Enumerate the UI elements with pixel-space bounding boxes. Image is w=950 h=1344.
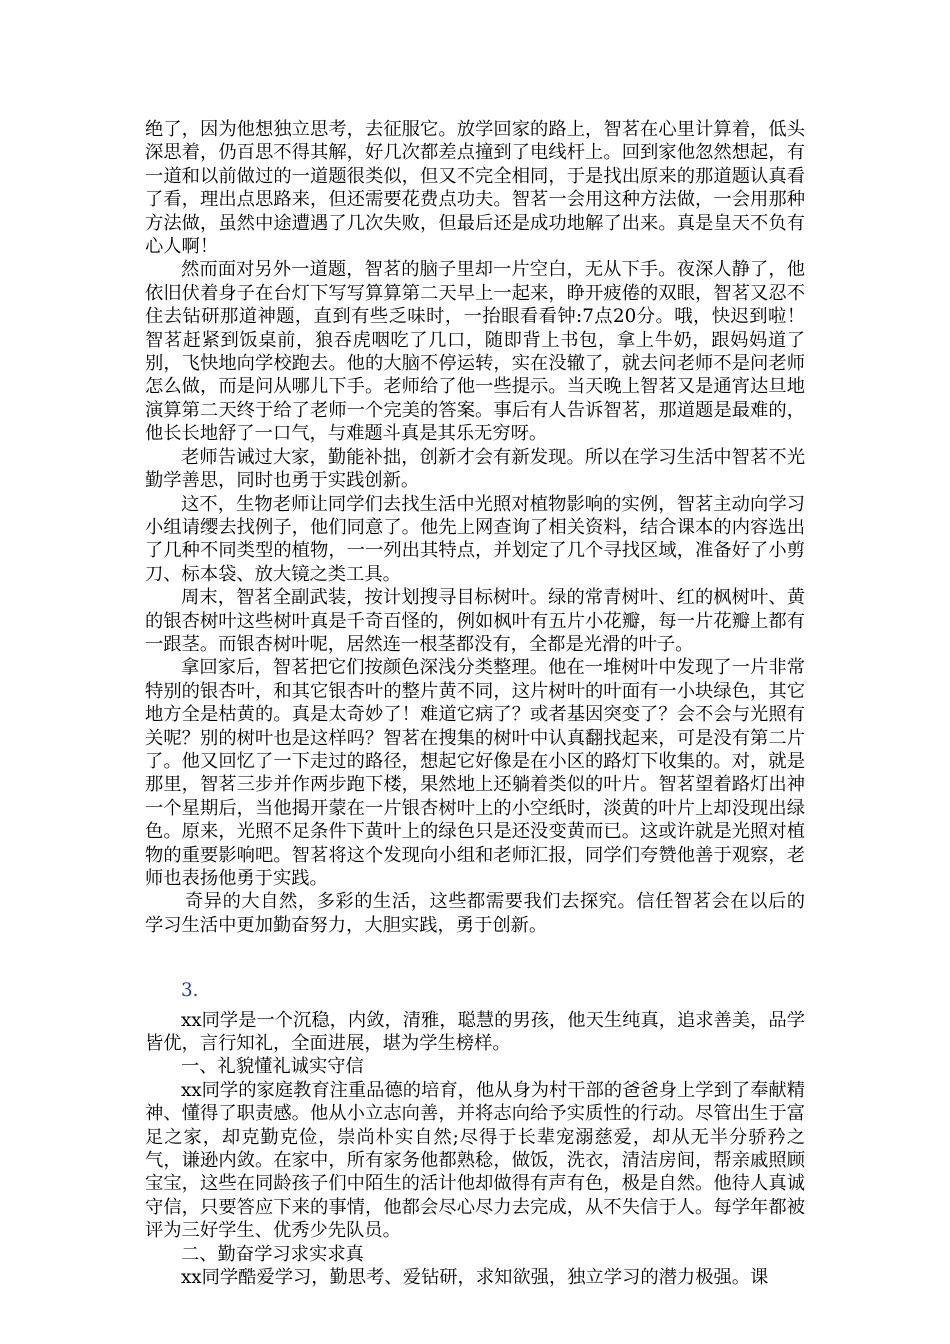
- paragraph: 老师告诫过大家，勤能补拙，创新才会有新发现。所以在学习生活中智茗不光勤学善思，同时也勇于实践创新。: [145, 446, 805, 492]
- paragraph: xx同学酷爱学习，勤思考、爱钻研，求知欲强，独立学习的潜力极强。课: [181, 1267, 769, 1289]
- paragraph: 这不，生物老师让同学们去找生活中光照对植物影响的实例，智茗主动向学习小组请缨去找例子，他们同意了。他先上网查询了相关资料，结合课本的内容选出了几种不同类型的植物，一一列出其特点，并划定了几个寻找区域，准备好了小剪刀、标本袋、放大镜之类工具。: [145, 493, 805, 585]
- paragraph: 绝了，因为他想独立思考，去征服它。放学回家的路上，智茗在心里计算着，低头深思着，仍百思不得其解，好几次都差点撞到了电线杆上。回到家他忽然想起，有一道和以前做过的一道题很类似，但又不完全相同，于是找出原来的那道题认真看了看，理出点思路来，但还需要花费点功夫。智茗一会用这种方法做，一会用那种方法做，虽然中途遭遇了几次失败，但最后还是成功地解了出来。真是皇天不负有心人啊！: [145, 119, 805, 258]
- document-body: [145, 118, 805, 1290]
- paragraph: xx同学是一个沉稳，内敛，清雅，聪慧的男孩，他天生纯真，追求善美，品学皆优，言行知礼，全面进展，堪为学生榜样。: [145, 1009, 805, 1055]
- section-number: 3.: [181, 980, 199, 1002]
- section-heading: 二、勤奋学习求实求真: [181, 1243, 364, 1265]
- paragraph: 周末，智茗全副武装，按计划搜寻目标树叶。绿的常青树叶、红的枫树叶、黄的银杏树叶这些树叶真是千奇百怪的，例如枫叶有五片小花瓣，每一片花瓣上都有一跟茎。而银杏树叶呢，居然连一根茎都没有，全都是光滑的叶子。: [145, 587, 805, 655]
- paragraph: 奇异的大自然，多彩的生活，这些都需要我们去探究。信任智茗会在以后的学习生活中更加勤奋努力，大胆实践，勇于创新。: [145, 891, 805, 936]
- section-spacer: [145, 937, 805, 975]
- paragraph: 然而面对另外一道题，智茗的脑子里却一片空白，无从下手。夜深人静了，他依旧伏着身子在台灯下写写算算第二天早上一起来，睁开疲倦的双眼，智茗又忍不住去钻研那道神题，直到有些乏味时，一抬眼看看钟:7点20分。哦，快迟到啦！智茗赶紧到饭桌前，狼吞虎咽吃了几口，随即背上书包，拿上牛奶，跟妈妈道了别，飞快地向学校跑去。他的大脑不停运转，实在没辙了，就去问老师不是问老师怎么做，而是问从哪儿下手。老师给了他一些提示。当天晚上智茗又是通宵达旦地演算第二天终于给了老师一个完美的答案。事后有人告诉智茗，那道题是最难的，他长长地舒了一口气，与难题斗真是其乐无穷呀。: [145, 259, 805, 445]
- paragraph: xx同学的家庭教育注重品德的培育，他从身为村干部的爸爸身上学到了奉献精神、懂得了职责感。他从小立志向善，并将志向给予实质性的行动。尽管出生于富足之家，却克勤克俭，崇尚朴实自然;尽得于长辈宠溺慈爱，却从无半分骄矜之气，谦逊内敛。在家中，所有家务他都熟稔，做饭，洗衣，清洁房间，帮亲戚照顾宝宝，这些在同龄孩子们中陌生的活计他却做得有声有色，极是自然。他待人真诚守信，只要答应下来的事情，他都会尽心尽力去完成，从不失信于人。每学年都被评为三好学生、优秀少先队员。: [145, 1079, 805, 1242]
- section-heading: 一、礼貌懂礼诚实守信: [181, 1056, 364, 1078]
- paragraph: 拿回家后，智茗把它们按颜色深浅分类整理。他在一堆树叶中发现了一片非常特别的银杏叶，和其它银杏叶的整片黄不同，这片树叶的叶面有一小块绿色，其它地方全是枯黄的。真是太奇妙了！难道它病了？或者基因突变了？会不会与光照有关呢？别的树叶也是这样吗？智茗在搜集的树叶中认真翻找起来，可是没有第二片了。他又回忆了一下走过的路径，想起它好像是在小区的路灯下收集的。对，就是那里，智茗三步并作两步跑下楼，果然地上还躺着类似的叶片。智茗望着路灯出神一个星期后，当他揭开蒙在一片银杏树叶上的小空纸时，淡黄的叶片上却没现出绿色。原来，光照不足条件下黄叶上的绿色只是还没变黄而已。这或许就是光照对植物的重要影响吧。智茗将这个发现向小组和老师汇报，同学们夸赞他善于观察，老师也表扬他勇于实践。: [145, 657, 805, 889]
